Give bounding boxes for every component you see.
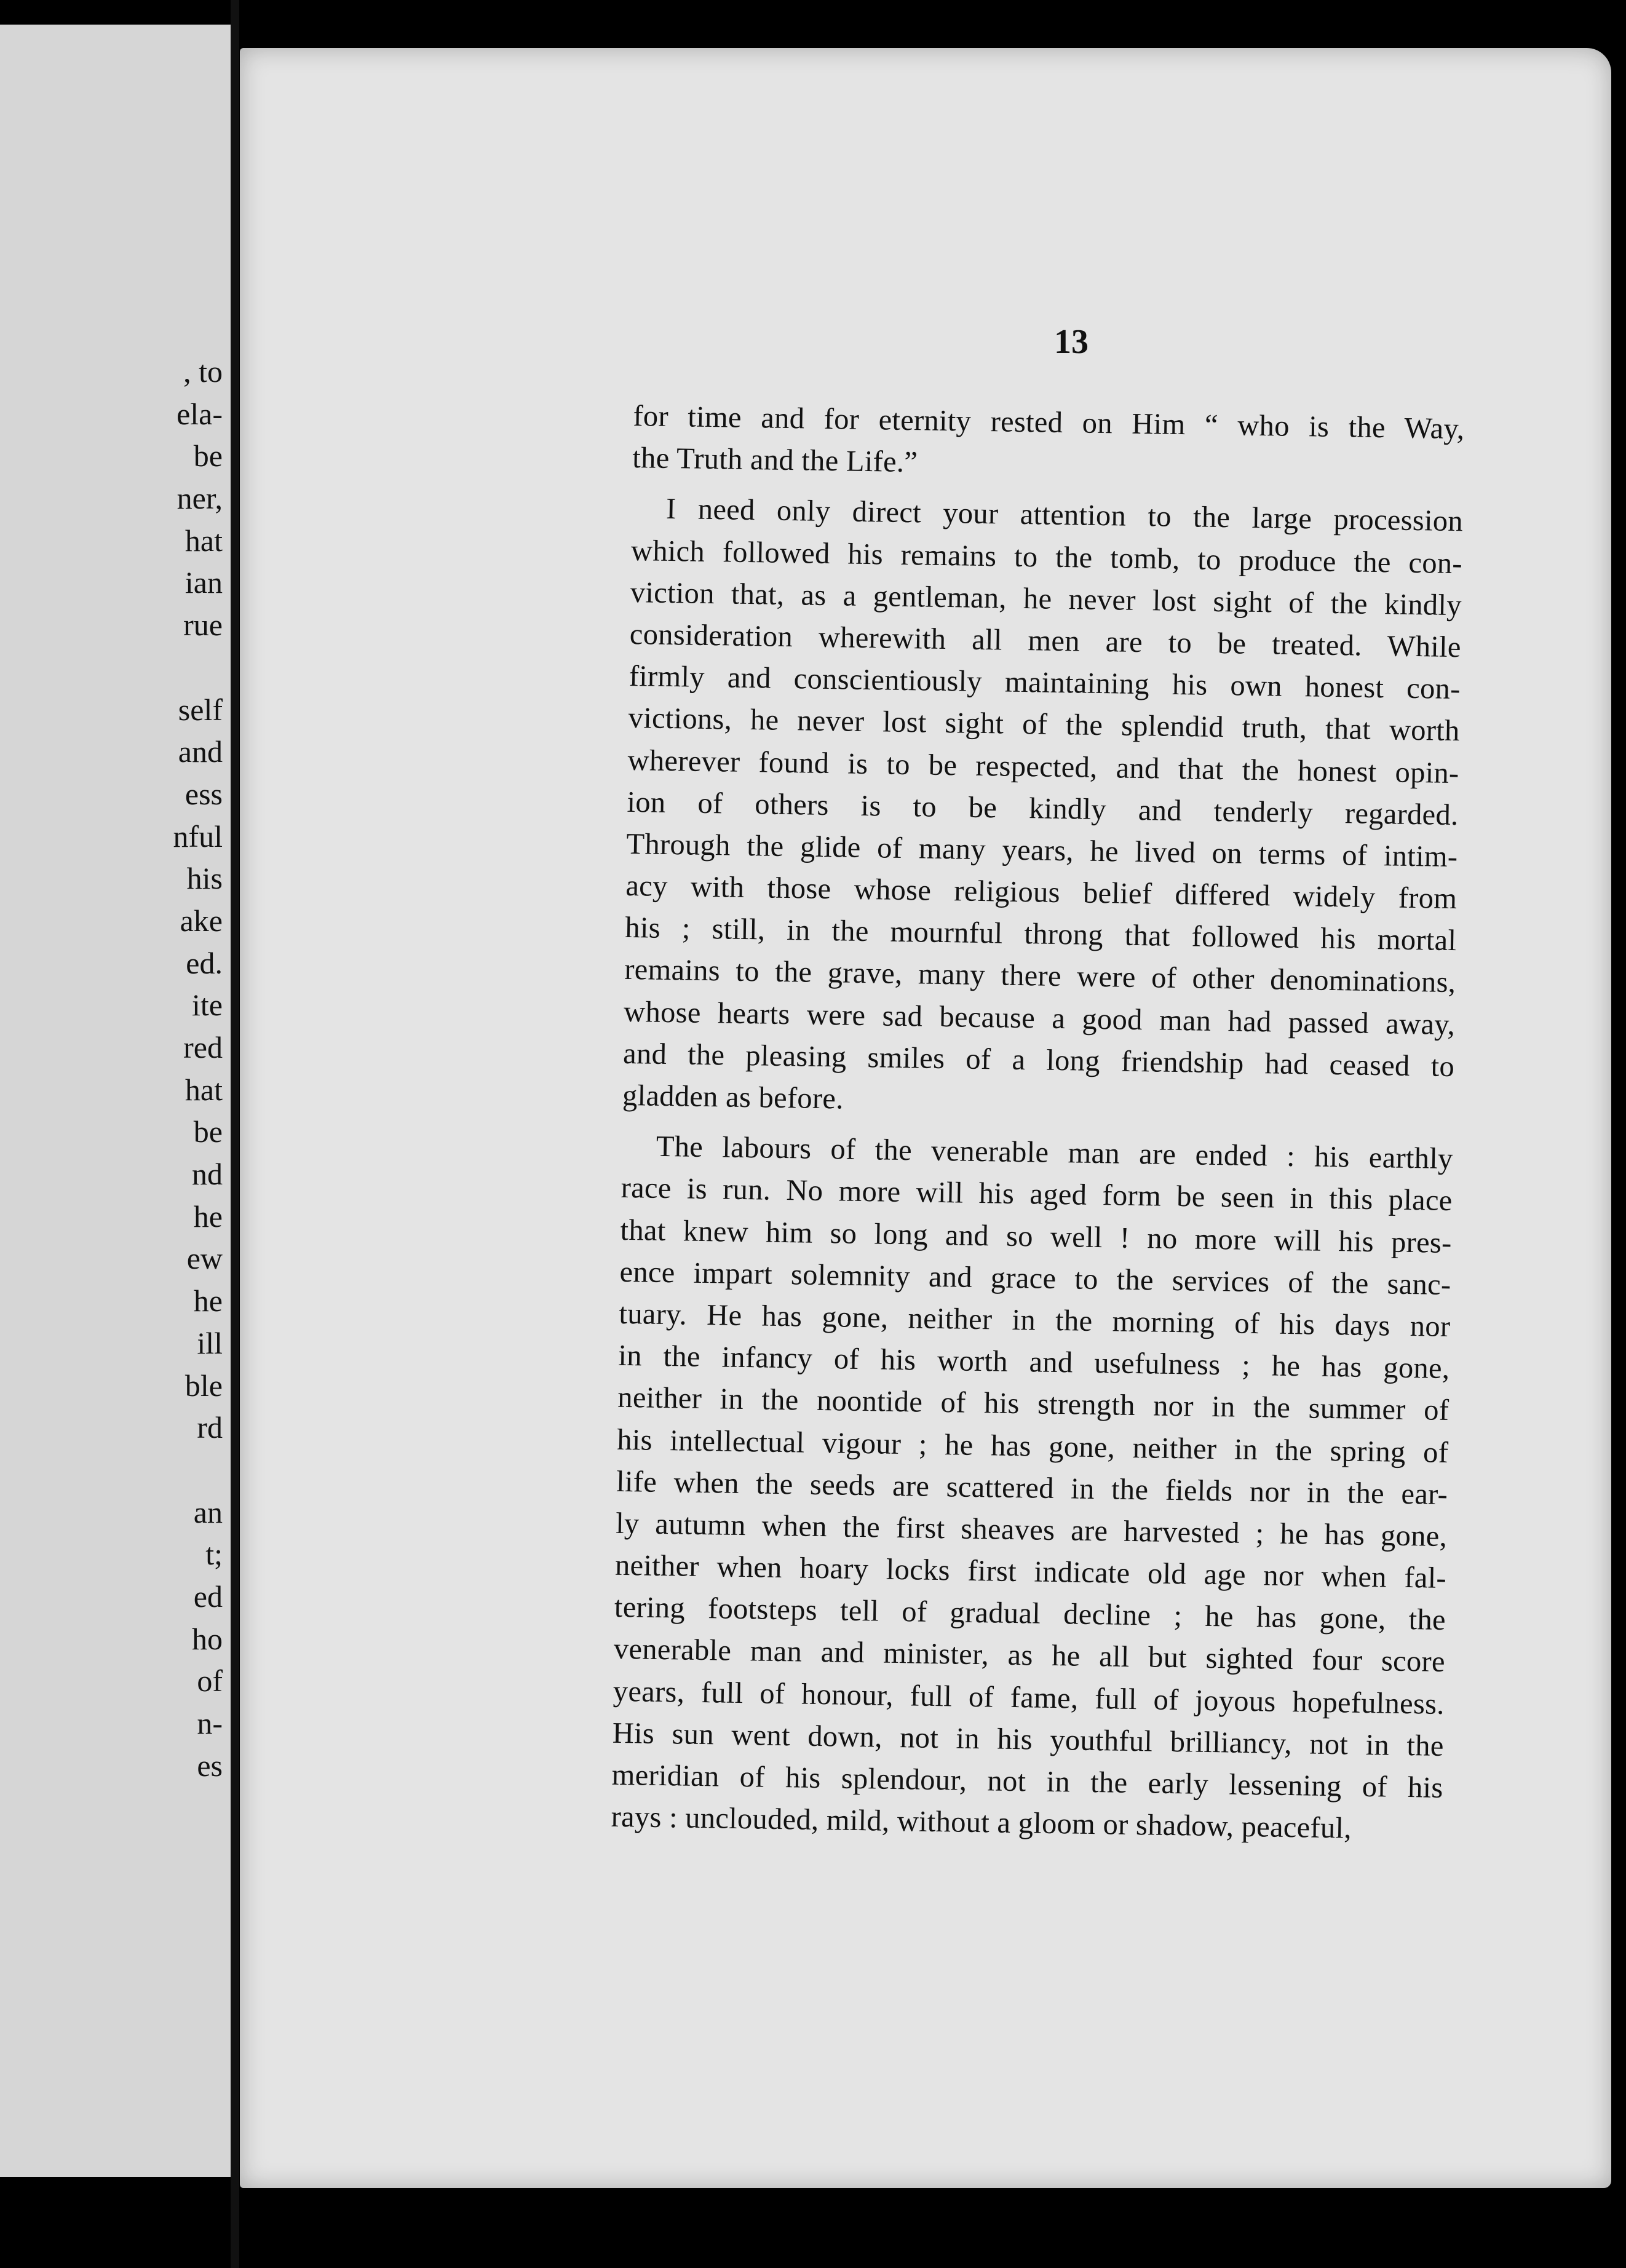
- facing-page-fragment: ake: [180, 903, 223, 938]
- text-line: for time and for eternity rested on Him “ who is the Way,: [633, 399, 1465, 446]
- text-line: tuary. He has gone, neither in the morning of his days nor: [619, 1297, 1451, 1343]
- text-line: whose hearts were sad because a good man had passed away,: [623, 995, 1456, 1041]
- text-line: I need only direct your attention to the large procession: [665, 493, 1464, 538]
- facing-page-fragment: rd: [197, 1410, 223, 1445]
- text-line: victions, he never lost sight of the splendid truth, that worth: [628, 702, 1461, 748]
- text-line: gladden as before.: [622, 1079, 844, 1116]
- facing-page-fragment: , to: [183, 354, 223, 389]
- facing-page-fragment: red: [183, 1030, 223, 1065]
- facing-page-fragment: nful: [173, 819, 223, 854]
- facing-page-fragment: hat: [184, 523, 223, 558]
- text-line: wherever found is to be respected, and that the honest opin-: [627, 743, 1459, 790]
- text-line: rays : unclouded, mild, without a gloom or shadow, peaceful,: [611, 1800, 1352, 1845]
- text-line: life when the seeds are scattered in the fields nor in the ear-: [616, 1465, 1448, 1511]
- facing-page-fragment: an: [193, 1494, 223, 1529]
- text-line: which followed his remains to the tomb, to produce the con-: [630, 534, 1463, 580]
- facing-page-fragment: nd: [192, 1157, 223, 1192]
- facing-page-fragment: es: [197, 1748, 223, 1783]
- facing-page-fragment: rue: [183, 608, 223, 643]
- facing-page-fragment: ner,: [176, 481, 223, 516]
- text-line: venerable man and minister, as he all but sighted four score: [613, 1633, 1446, 1679]
- facing-page-fragment: t;: [205, 1537, 223, 1572]
- page-number: 13: [1054, 323, 1089, 361]
- text-line: meridian of his splendour, not in the early lessening of his: [611, 1758, 1444, 1804]
- text-line: ly autumn when the first sheaves are harvested ; he has gone,: [615, 1507, 1448, 1553]
- text-line: in the infancy of his worth and usefulness ; he has gone,: [618, 1339, 1450, 1386]
- facing-page-fragment: ew: [186, 1241, 223, 1276]
- facing-page-fragment: ed: [193, 1579, 223, 1614]
- book-gutter: [231, 0, 239, 2268]
- paragraph: [611, 1125, 1453, 1851]
- facing-page-fragment: ed.: [186, 945, 223, 980]
- text-line: consideration wherewith all men are to be treated. While: [629, 617, 1462, 664]
- paragraph: [632, 395, 1465, 493]
- facing-page-fragment: ill: [197, 1325, 223, 1360]
- text-line: his intellectual vigour ; he has gone, neither in the spring of: [616, 1423, 1449, 1469]
- facing-page-fragment: ela-: [176, 396, 223, 431]
- facing-page-fragment: self: [178, 692, 223, 727]
- facing-page-fragment: hat: [184, 1072, 223, 1107]
- facing-page-fragment: be: [193, 438, 223, 474]
- text-line: neither when hoary locks first indicate old age nor when fal-: [614, 1548, 1447, 1595]
- text-line: that knew him so long and so well ! no more will his pres-: [620, 1213, 1452, 1259]
- text-line: The labours of the venerable man are ended : his earthly: [656, 1130, 1454, 1176]
- body-text: [611, 395, 1465, 1851]
- facing-page-fragment: ite: [192, 988, 223, 1023]
- facing-page-fragment: [100, 1449, 223, 1491]
- facing-page-fragment: he: [193, 1283, 223, 1318]
- facing-page-fragment: his: [186, 861, 223, 896]
- text-line: acy with those whose religious belief differed widely from: [625, 869, 1457, 916]
- text-line: viction that, as a gentleman, he never lost sight of the kindly: [630, 576, 1462, 622]
- page: [240, 48, 1611, 2188]
- facing-page-fragment: of: [197, 1663, 223, 1699]
- text-line: and the pleasing smiles of a long friendship had ceased to: [622, 1037, 1455, 1083]
- facing-page-fragment: ian: [184, 565, 223, 600]
- text-line: firmly and conscientiously maintaining his own honest con-: [629, 660, 1461, 706]
- text-line: Through the glide of many years, he lived on terms of intim-: [626, 827, 1458, 874]
- text-line: his ; still, in the mournful throng that followed his mortal: [624, 911, 1457, 958]
- text-line: race is run. No more will his aged form be seen in this place: [621, 1172, 1453, 1218]
- paragraph: [622, 488, 1464, 1130]
- facing-page-edge: [0, 25, 234, 2177]
- facing-page-fragment: ble: [184, 1368, 223, 1403]
- facing-page-fragment: he: [193, 1199, 223, 1234]
- facing-page-fragment: n-: [197, 1706, 223, 1740]
- facing-page-fragment: [100, 646, 223, 689]
- facing-page-fragment: and: [178, 734, 223, 769]
- text-line: His sun went down, not in his youthful brilliancy, not in the: [612, 1716, 1445, 1762]
- text-line: neither in the noontide of his strength nor in the summer of: [617, 1381, 1450, 1427]
- facing-page-fragment: be: [193, 1114, 223, 1149]
- facing-page-text-fragments: [100, 351, 223, 1786]
- facing-page-fragment: ho: [192, 1621, 223, 1656]
- facing-page-fragment: ess: [184, 776, 223, 811]
- text-line: ence impart solemnity and grace to the services of the sanc-: [619, 1255, 1451, 1301]
- text-line: remains to the grave, many there were of other denominations,: [624, 953, 1456, 999]
- text-line: tering footsteps tell of gradual decline ; he has gone, the: [614, 1591, 1446, 1637]
- text-line: the Truth and the Life.”: [632, 442, 918, 479]
- text-line: years, full of honour, full of fame, full of joyous hopefulness.: [613, 1675, 1445, 1721]
- text-line: ion of others is to be kindly and tenderly regarded.: [627, 785, 1459, 831]
